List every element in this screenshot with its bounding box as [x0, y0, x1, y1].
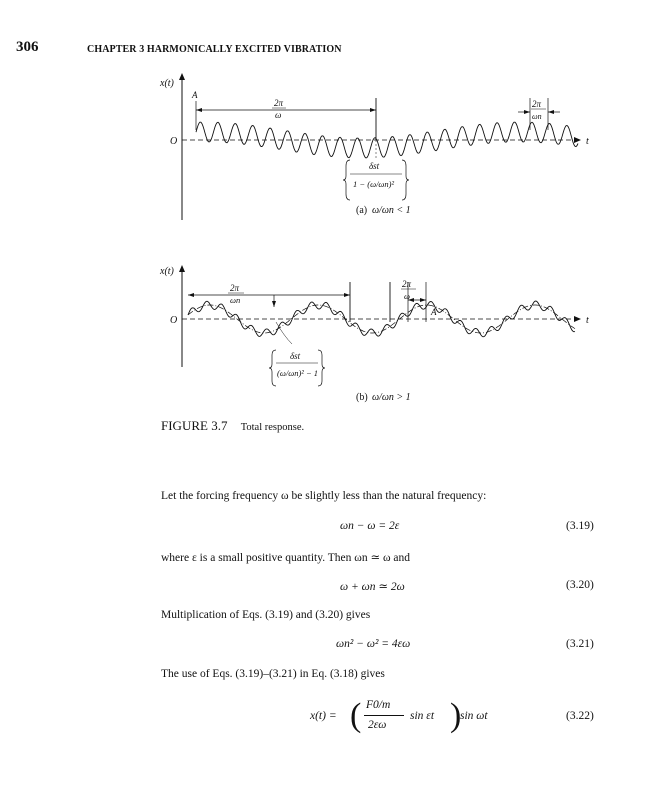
- fig-b-period-den: ωn: [230, 295, 241, 305]
- fig-b-caption-label: (b): [356, 392, 368, 403]
- fig-b-forcing-period-num: 2π: [402, 279, 412, 289]
- fig-b-bracket-den: (ω/ωn)² − 1: [277, 368, 319, 378]
- equation-number-3-22: (3.22): [566, 710, 594, 722]
- page-number: 306: [16, 39, 39, 55]
- equation-number-3-20: (3.20): [566, 579, 594, 591]
- fig-b-forcing-period-den: ω: [404, 291, 411, 301]
- paragraph-3: Multiplication of Eqs. (3.19) and (3.20) gives: [161, 609, 371, 621]
- fig-a-amplitude-label: A: [192, 90, 198, 100]
- paragraph-4: The use of Eqs. (3.19)–(3.21) in Eq. (3.18) gives: [161, 668, 385, 680]
- chapter-heading: CHAPTER 3 HARMONICALLY EXCITED VIBRATION: [87, 44, 342, 55]
- figure-b: [150, 262, 600, 412]
- equation-number-3-19: (3.19): [566, 520, 594, 532]
- fig-a-condition: ω/ωn < 1: [372, 205, 411, 216]
- fig-a-y-label: x(t): [160, 78, 174, 89]
- eq4-outer: sin ωt: [460, 710, 488, 722]
- figure-caption-text: Total response.: [240, 422, 305, 433]
- fig-a-x-label: t: [586, 136, 589, 147]
- figure-caption: [161, 418, 304, 434]
- fig-b-y-label: x(t): [160, 266, 174, 277]
- fig-a-origin-label: O: [170, 136, 178, 147]
- fig-b-x-arrow: [574, 316, 581, 322]
- fig-a-y-arrow: [179, 73, 185, 80]
- eq4-right-paren: ): [450, 697, 462, 734]
- fig-b-x-label: t: [586, 315, 589, 326]
- eq4-frac-den: 2εω: [368, 719, 387, 731]
- paragraph-2: where ε is a small positive quantity. Then ωn ≃ ω and: [161, 552, 411, 564]
- fig-a-natural-period-den: ωn: [532, 112, 542, 121]
- equation-3-19: ωn − ω = 2ε: [340, 520, 400, 532]
- paragraph-1: Let the forcing frequency ω be slightly less than the natural frequency:: [161, 490, 487, 502]
- eq4-left-paren: (: [350, 697, 362, 734]
- fig-b-amplitude-label: A: [431, 307, 437, 317]
- fig-a-caption-label: (a): [356, 205, 368, 216]
- eq4-frac-num: F0/m: [366, 699, 391, 711]
- fig-b-bracket-num: δst: [290, 351, 301, 361]
- eq4-inner: sin εt: [410, 710, 435, 722]
- fig-a-bracket-den: 1 − (ω/ωn)²: [353, 179, 395, 189]
- fig-b-origin-label: O: [170, 315, 178, 326]
- fig-a-bracket-num: δst: [369, 161, 380, 171]
- equation-3-20: ω + ωn ≃ 2ω: [340, 581, 405, 593]
- fig-a-period-num: 2π: [274, 98, 284, 108]
- eq4-frac-bar: [364, 715, 404, 716]
- figure-caption-label: FIGURE 3.7: [161, 418, 228, 433]
- fig-a-natural-period-num: 2π: [532, 99, 542, 109]
- equation-number-3-21: (3.21): [566, 638, 594, 650]
- fig-a-period-den: ω: [275, 110, 282, 120]
- fig-b-y-arrow: [179, 265, 185, 272]
- eq4-lhs: x(t) =: [310, 710, 337, 722]
- fig-b-condition: ω/ωn > 1: [372, 392, 411, 403]
- fig-b-period-num: 2π: [230, 283, 240, 293]
- equation-3-22: [310, 696, 500, 740]
- fig-a-x-arrow: [574, 137, 581, 143]
- figure-a: [150, 70, 600, 230]
- equation-3-21: ωn² − ω² = 4εω: [336, 638, 411, 650]
